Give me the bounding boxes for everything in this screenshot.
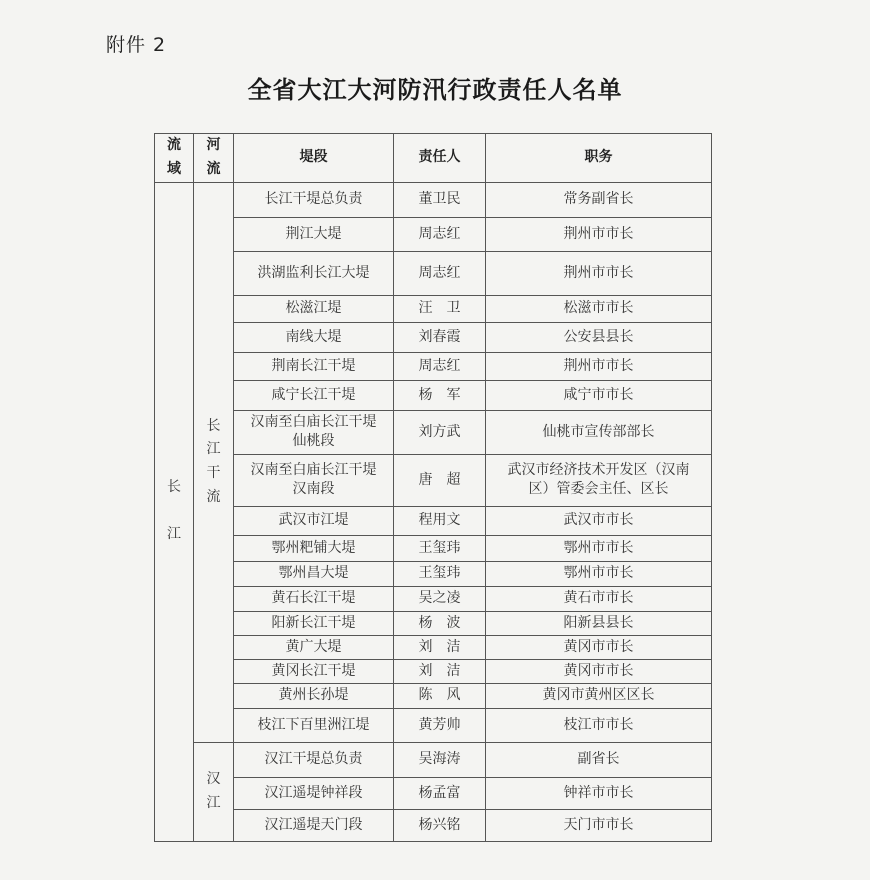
- section-cell: 荆江大堤: [234, 217, 394, 251]
- table-row: [155, 182, 712, 217]
- section-cell: 咸宁长江干堤: [234, 380, 394, 410]
- person-cell: 杨 波: [394, 611, 486, 635]
- section-cell: 松滋江堤: [234, 295, 394, 322]
- responsibility-table: [154, 133, 712, 842]
- person-cell: 杨 军: [394, 380, 486, 410]
- attachment-label: 附件 2: [106, 34, 167, 56]
- position-cell: 公安县县长: [486, 322, 712, 352]
- position-cell: 黄冈市市长: [486, 635, 712, 659]
- section-cell: 黄州长孙堤: [234, 683, 394, 708]
- person-cell: 汪 卫: [394, 295, 486, 322]
- table-row: [155, 683, 712, 708]
- position-cell: 阳新县县长: [486, 611, 712, 635]
- table-row: [155, 561, 712, 586]
- person-cell: 刘春霞: [394, 322, 486, 352]
- table-row: [155, 635, 712, 659]
- section-cell: 鄂州昌大堤: [234, 561, 394, 586]
- position-cell: 荆州市市长: [486, 217, 712, 251]
- section-cell: 黄广大堤: [234, 635, 394, 659]
- section-cell: 鄂州粑铺大堤: [234, 535, 394, 561]
- person-cell: 吴之凌: [394, 586, 486, 611]
- position-cell: 荆州市市长: [486, 352, 712, 380]
- person-cell: 刘 洁: [394, 659, 486, 683]
- position-cell: 常务副省长: [486, 182, 712, 217]
- person-cell: 吴海涛: [394, 742, 486, 777]
- person-cell: 周志红: [394, 352, 486, 380]
- header-basin: 流 域: [155, 134, 194, 183]
- person-cell: 王玺玮: [394, 535, 486, 561]
- river-cell: 汉 江: [194, 742, 234, 841]
- table-row: [155, 506, 712, 535]
- section-cell: 汉南至白庙长江干堤 仙桃段: [234, 410, 394, 454]
- table-row: [155, 454, 712, 506]
- table-row: [155, 535, 712, 561]
- position-cell: 武汉市经济技术开发区（汉南 区）管委会主任、区长: [486, 454, 712, 506]
- table-row: [155, 777, 712, 809]
- section-cell: 长江干堤总负责: [234, 182, 394, 217]
- table-header-row: [155, 134, 712, 183]
- person-cell: 唐 超: [394, 454, 486, 506]
- header-river: 河 流: [194, 134, 234, 183]
- table-row: [155, 809, 712, 841]
- table-row: [155, 586, 712, 611]
- position-cell: 鄂州市市长: [486, 561, 712, 586]
- person-cell: 陈 风: [394, 683, 486, 708]
- table-row: [155, 742, 712, 777]
- basin-cell: 长 江: [155, 182, 194, 841]
- position-cell: 咸宁市市长: [486, 380, 712, 410]
- section-cell: 汉江干堤总负责: [234, 742, 394, 777]
- section-cell: 武汉市江堤: [234, 506, 394, 535]
- table-row: [155, 708, 712, 742]
- section-cell: 荆南长江干堤: [234, 352, 394, 380]
- table-row: [155, 410, 712, 454]
- person-cell: 杨兴铭: [394, 809, 486, 841]
- position-cell: 仙桃市宣传部部长: [486, 410, 712, 454]
- position-cell: 副省长: [486, 742, 712, 777]
- person-cell: 刘方武: [394, 410, 486, 454]
- header-person: 责任人: [394, 134, 486, 183]
- position-cell: 鄂州市市长: [486, 535, 712, 561]
- table-row: [155, 659, 712, 683]
- table-row: [155, 251, 712, 295]
- person-cell: 程用文: [394, 506, 486, 535]
- position-cell: 天门市市长: [486, 809, 712, 841]
- section-cell: 黄冈长江干堤: [234, 659, 394, 683]
- table-row: [155, 352, 712, 380]
- document-title: 全省大江大河防汛行政责任人名单: [247, 76, 623, 104]
- position-cell: 松滋市市长: [486, 295, 712, 322]
- river-cell: 长 江 干 流: [194, 182, 234, 742]
- table-row: [155, 295, 712, 322]
- section-cell: 汉南至白庙长江干堤 汉南段: [234, 454, 394, 506]
- section-cell: 汉江遥堤天门段: [234, 809, 394, 841]
- person-cell: 董卫民: [394, 182, 486, 217]
- section-cell: 阳新长江干堤: [234, 611, 394, 635]
- position-cell: 荆州市市长: [486, 251, 712, 295]
- section-cell: 汉江遥堤钟祥段: [234, 777, 394, 809]
- table-body: [155, 182, 712, 841]
- table-row: [155, 217, 712, 251]
- person-cell: 黄芳帅: [394, 708, 486, 742]
- table-row: [155, 380, 712, 410]
- position-cell: 黄冈市市长: [486, 659, 712, 683]
- section-cell: 洪湖监利长江大堤: [234, 251, 394, 295]
- position-cell: 枝江市市长: [486, 708, 712, 742]
- table-row: [155, 611, 712, 635]
- position-cell: 黄冈市黄州区区长: [486, 683, 712, 708]
- section-cell: 枝江下百里洲江堤: [234, 708, 394, 742]
- person-cell: 周志红: [394, 251, 486, 295]
- person-cell: 刘 洁: [394, 635, 486, 659]
- table-row: [155, 322, 712, 352]
- person-cell: 周志红: [394, 217, 486, 251]
- header-section: 堤段: [234, 134, 394, 183]
- position-cell: 黄石市市长: [486, 586, 712, 611]
- section-cell: 南线大堤: [234, 322, 394, 352]
- header-position: 职务: [486, 134, 712, 183]
- person-cell: 王玺玮: [394, 561, 486, 586]
- section-cell: 黄石长江干堤: [234, 586, 394, 611]
- position-cell: 钟祥市市长: [486, 777, 712, 809]
- position-cell: 武汉市市长: [486, 506, 712, 535]
- person-cell: 杨孟富: [394, 777, 486, 809]
